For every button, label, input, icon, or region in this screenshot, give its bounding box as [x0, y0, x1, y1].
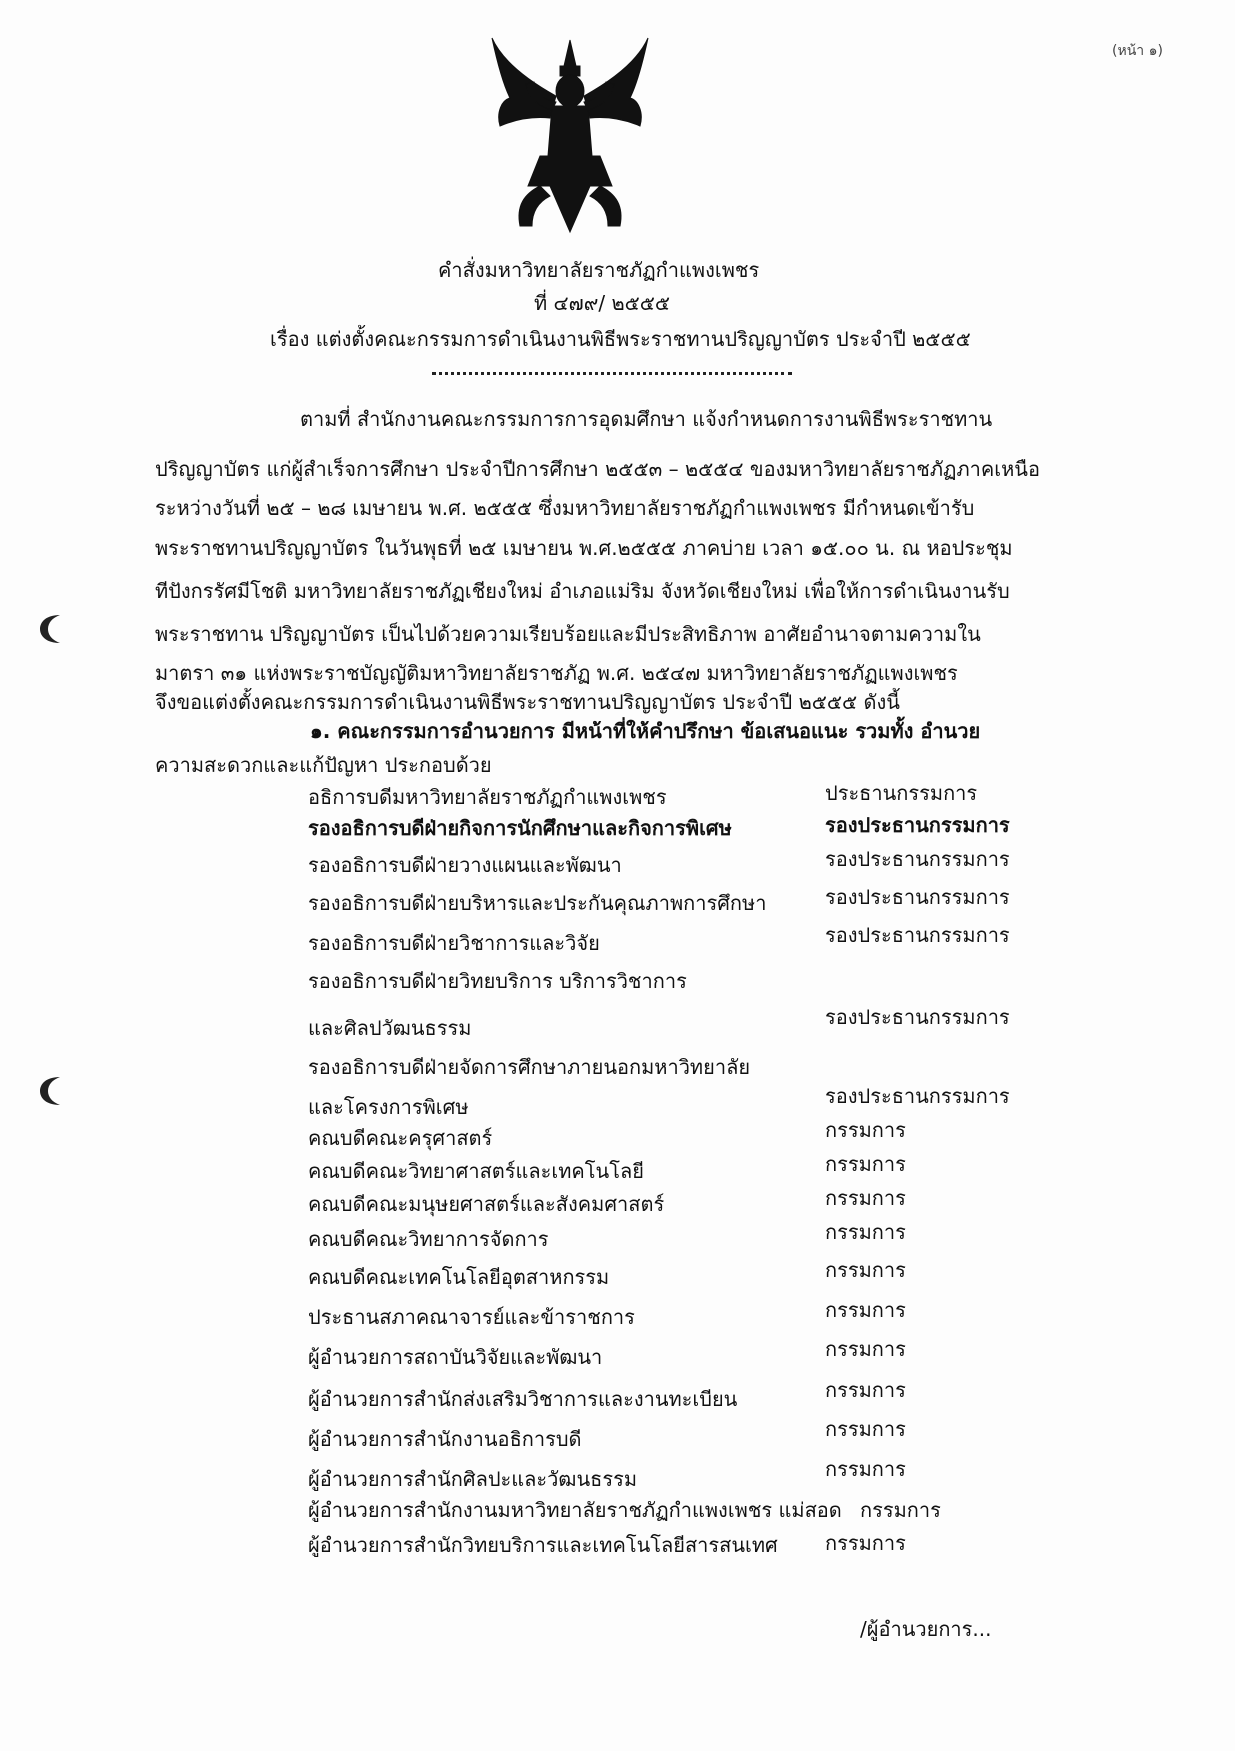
punch-hole-icon	[36, 1074, 66, 1108]
committee-member-name: คณบดีคณะวิทยาการจัดการ	[308, 1227, 549, 1251]
item-1-continuation: ความสะดวกและแก้ปัญหา ประกอบด้วย	[155, 753, 492, 777]
body-line: มาตรา ๓๑ แห่งพระราชบัญญัติมหาวิทยาลัยราชภัฏ พ.ศ. ๒๕๔๗ มหาวิทยาลัยราชภัฏแพงเพชร	[155, 661, 958, 685]
committee-member-role: กรรมการ	[825, 1457, 906, 1481]
divider-dotted	[432, 372, 792, 375]
order-title: คำสั่งมหาวิทยาลัยราชภัฏกำแพงเพชร	[438, 258, 760, 282]
committee-member-role: กรรมการ	[825, 1186, 906, 1210]
committee-member-role: กรรมการ	[825, 1152, 906, 1176]
committee-member-name: คณบดีคณะมนุษยศาสตร์และสังคมศาสตร์	[308, 1192, 665, 1216]
committee-member-role: กรรมการ	[825, 1298, 906, 1322]
committee-member-name: รองอธิการบดีฝ่ายจัดการศึกษาภายนอกมหาวิทยาลัย	[308, 1055, 751, 1079]
body-line: ทีปังกรรัศมีโชติ มหาวิทยาลัยราชภัฏเชียงใหม่ อำเภอแม่ริม จังหวัดเชียงใหม่ เพื่อให้การดำเนินงานรับ	[155, 579, 1010, 603]
committee-member-name: ผู้อำนวยการสถาบันวิจัยและพัฒนา	[308, 1345, 603, 1369]
committee-member-role: ประธานกรรมการ	[825, 781, 978, 805]
body-line: ตามที่ สำนักงานคณะกรรมการการอุดมศึกษา แจ้งกำหนดการงานพิธีพระราชทาน	[300, 407, 993, 431]
committee-member-name: คณบดีคณะครุศาสตร์	[308, 1126, 493, 1150]
committee-member-role: รองประธานกรรมการ	[825, 813, 1010, 837]
committee-member-role: กรรมการ	[825, 1118, 906, 1142]
body-line: ปริญญาบัตร แก่ผู้สำเร็จการศึกษา ประจำปีการศึกษา ๒๕๕๓ – ๒๕๕๔ ของมหาวิทยาลัยราชภัฏภาคเหนือ	[155, 457, 1040, 481]
committee-member-name: ผู้อำนวยการสำนักงานมหาวิทยาลัยราชภัฏกำแพงเพชร แม่สอด	[308, 1498, 842, 1522]
committee-member-role: กรรมการ	[860, 1498, 941, 1522]
garuda-emblem-icon	[480, 36, 660, 236]
body-line: จึงขอแต่งตั้งคณะกรรมการดำเนินงานพิธีพระราชทานปริญญาบัตร ประจำปี ๒๕๕๕ ดังนี้	[155, 690, 900, 714]
committee-member-name: รองอธิการบดีฝ่ายกิจการนักศึกษาและกิจการพิเศษ	[308, 816, 732, 840]
committee-member-role: กรรมการ	[825, 1220, 906, 1244]
committee-member-name: ผู้อำนวยการสำนักวิทยบริการและเทคโนโลยีสารสนเทศ	[308, 1533, 778, 1557]
committee-member-name: และศิลปวัฒนธรรม	[308, 1016, 472, 1040]
committee-member-role: รองประธานกรรมการ	[825, 885, 1010, 909]
committee-member-name: ผู้อำนวยการสำนักงานอธิการบดี	[308, 1427, 582, 1451]
body-line: พระราชทาน ปริญญาบัตร เป็นไปด้วยความเรียบร้อยและมีประสิทธิภาพ อาศัยอำนาจตามความใน	[155, 622, 981, 646]
committee-member-role: รองประธานกรรมการ	[825, 923, 1010, 947]
committee-member-role: กรรมการ	[825, 1378, 906, 1402]
committee-member-name: รองอธิการบดีฝ่ายวางแผนและพัฒนา	[308, 853, 622, 877]
committee-member-name: คณบดีคณะเทคโนโลยีอุตสาหกรรม	[308, 1265, 610, 1289]
committee-member-name: ประธานสภาคณาจารย์และข้าราชการ	[308, 1305, 635, 1329]
committee-member-role: รองประธานกรรมการ	[825, 847, 1010, 871]
committee-member-name: รองอธิการบดีฝ่ายวิทยบริการ บริการวิชาการ	[308, 969, 687, 993]
committee-member-name: ผู้อำนวยการสำนักส่งเสริมวิชาการและงานทะเบียน	[308, 1387, 738, 1411]
committee-member-name: รองอธิการบดีฝ่ายวิชาการและวิจัย	[308, 931, 600, 955]
committee-member-name: อธิการบดีมหาวิทยาลัยราชภัฏกำแพงเพชร	[308, 785, 667, 809]
committee-member-role: กรรมการ	[825, 1531, 906, 1555]
body-line: ระหว่างวันที่ ๒๕ – ๒๘ เมษายน พ.ศ. ๒๕๕๕ ซึ่งมหาวิทยาลัยราชภัฏกำแพงเพชร มีกำหนดเข้ารับ	[155, 496, 975, 520]
committee-member-role: กรรมการ	[825, 1417, 906, 1441]
continuation-note: /ผู้อำนวยการ...	[860, 1617, 992, 1641]
order-number: ที่ ๔๗๙/ ๒๕๕๕	[534, 291, 671, 315]
committee-member-name: รองอธิการบดีฝ่ายบริหารและประกันคุณภาพการศึกษา	[308, 891, 767, 915]
committee-member-role: รองประธานกรรมการ	[825, 1005, 1010, 1029]
committee-member-role: กรรมการ	[825, 1337, 906, 1361]
punch-hole-icon	[36, 612, 66, 646]
page-number-mark: (หน้า ๑)	[1112, 43, 1163, 59]
order-subject: เรื่อง แต่งตั้งคณะกรรมการดำเนินงานพิธีพระราชทานปริญญาบัตร ประจำปี ๒๕๕๕	[270, 327, 971, 351]
committee-member-role: กรรมการ	[825, 1258, 906, 1282]
body-line: พระราชทานปริญญาบัตร ในวันพุธที่ ๒๕ เมษายน พ.ศ.๒๕๕๕ ภาคบ่าย เวลา ๑๕.๐๐ น. ณ หอประชุม	[155, 536, 1013, 560]
committee-member-role: รองประธานกรรมการ	[825, 1084, 1010, 1108]
committee-member-name: คณบดีคณะวิทยาศาสตร์และเทคโนโลยี	[308, 1159, 644, 1183]
item-1-heading: ๑. คณะกรรมการอำนวยการ มีหน้าที่ให้คำปรึกษา ข้อเสนอแนะ รวมทั้ง อำนวย	[310, 719, 981, 743]
committee-member-name: ผู้อำนวยการสำนักศิลปะและวัฒนธรรม	[308, 1467, 638, 1491]
committee-member-name: และโครงการพิเศษ	[308, 1095, 469, 1119]
